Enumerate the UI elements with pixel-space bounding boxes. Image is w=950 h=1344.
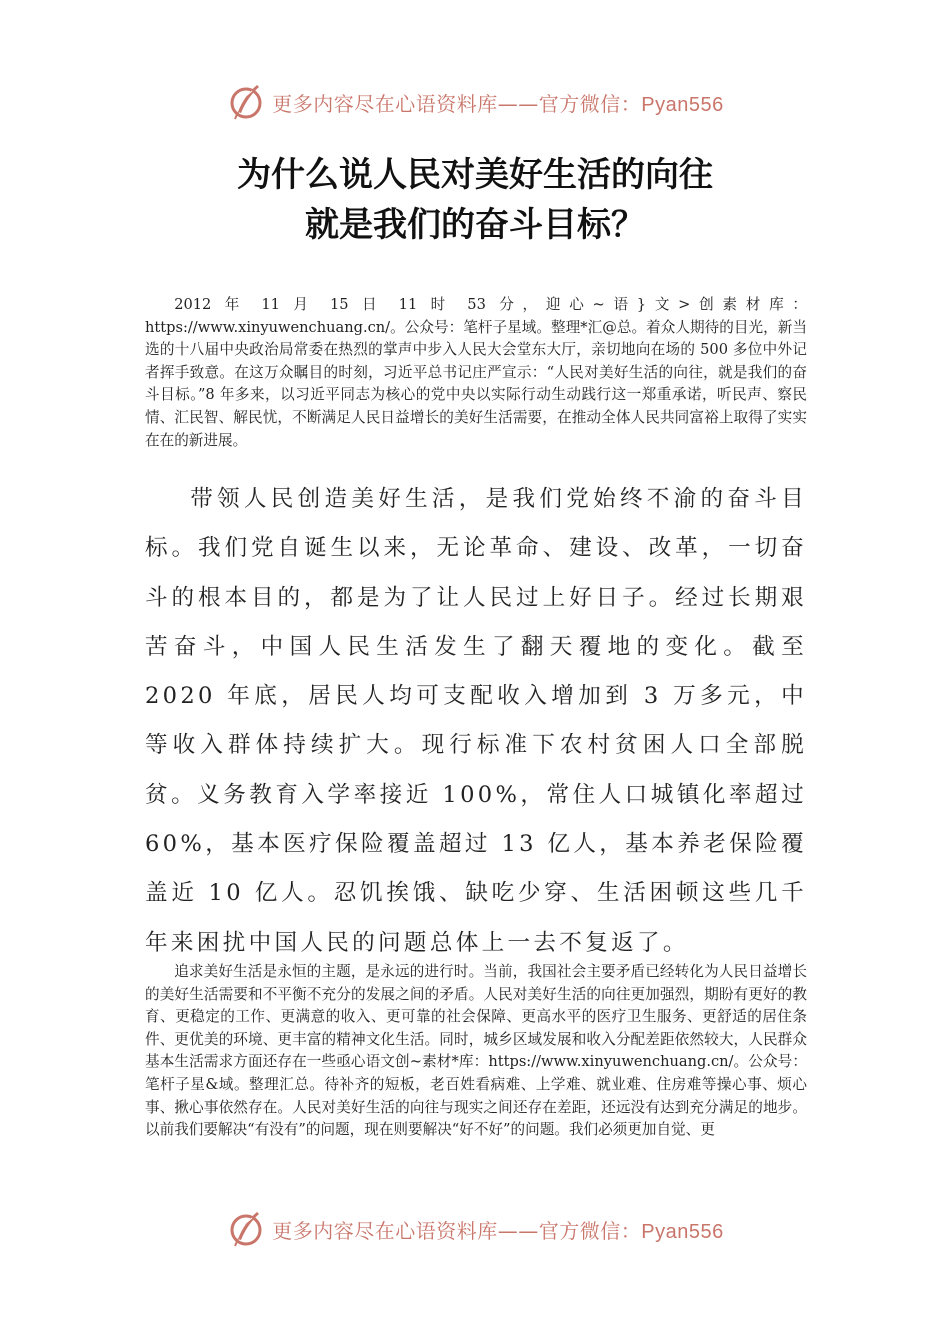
paragraph-intro: 2012 年 11 月 15 日 11 时 53 分，迎心~语}文>创素材库：https://www.xinyuwenchuang.cn/。公众号：笔杆子星域。整理*汇@总。着众人期待的目光，新当选的十八届中央政治局常委在热烈的掌声中步入人民大会堂东大厅，亲切地向在场的 500 多位中外记者挥手致意。在这万众瞩目的时刻，习近平总书记庄严宣示：“人民对美好生活的向往，就是我们的奋斗目标。”8 年多来，以习近平同志为核心的党中央以实际行动生动践行这一郑重承诺，听民声、察民情、汇民智、解民忧，不断满足人民日益增长的美好生活需要，在推动全体人民共同富裕上取得了实实在在的新进展。 bbox=[145, 296, 807, 449]
banner-wechat-handle: Pyan556 bbox=[641, 93, 724, 116]
banner-prefix: 更多内容尽在心语资料库——官方微信： bbox=[272, 91, 642, 116]
banner-wechat-handle: Pyan556 bbox=[641, 1220, 724, 1243]
banner-text bbox=[272, 88, 723, 117]
banner-text bbox=[272, 1215, 723, 1244]
title-line-1: 为什么说人民对美好生活的向往 bbox=[237, 155, 713, 195]
header-banner bbox=[0, 80, 950, 124]
banner-prefix: 更多内容尽在心语资料库——官方微信： bbox=[272, 1218, 642, 1243]
quill-pen-logo-icon bbox=[226, 82, 266, 122]
paragraph-highlight: 带领人民创造美好生活，是我们党始终不渝的奋斗目标。我们党自诞生以来，无论革命、建设、改革，一切奋斗的根本目的，都是为了让人民过上好日子。经过长期艰苦奋斗，中国人民生活发生了翻天覆地的变化。截至 2020 年底，居民人均可支配收入增加到 3 万多元，中等收入群体持续扩大。现行标准下农村贫困人口全部脱贫。义务教育入学率接近 100%，常住人口城镇化率超过 60%，基本医疗保险覆盖超过 13 亿人，基本养老保险覆盖近 10 亿人。忍饥挨饿、缺吃少穿、生活困顿这些几千年来困扰中国人民的问题总体上一去不复返了。 bbox=[145, 486, 807, 956]
footer-banner bbox=[0, 1207, 950, 1251]
page-title bbox=[0, 150, 950, 250]
quill-pen-logo-icon bbox=[226, 1209, 266, 1249]
paragraph-body: 追求美好生活是永恒的主题，是永远的进行时。当前，我国社会主要矛盾已经转化为人民日益增长的美好生活需要和不平衡不充分的发展之间的矛盾。人民对美好生活的向往更加强烈，期盼有更好的教育、更稳定的工作、更满意的收入、更可靠的社会保障、更高水平的医疗卫生服务、更舒适的居住条件、更优美的环境、更丰富的精神文化生活。同时，城乡区域发展和收入分配差距依然较大，人民群众基本生活需求方面还存在一些亟心语文创~素材*库：https://www.xinyuwenchuang.cn/。公众号：笔杆子星&域。整理汇总。待补齐的短板，老百姓看病难、上学难、就业难、住房难等操心事、烦心事、揪心事依然存在。人民对美好生活的向往与现实之间还存在差距，还远没有达到充分满足的地步。以前我们要解决“有没有”的问题，现在则要解决“好不好”的问题。我们必须更加自觉、更 bbox=[145, 963, 807, 1139]
title-line-2: 就是我们的奋斗目标？ bbox=[305, 205, 645, 245]
